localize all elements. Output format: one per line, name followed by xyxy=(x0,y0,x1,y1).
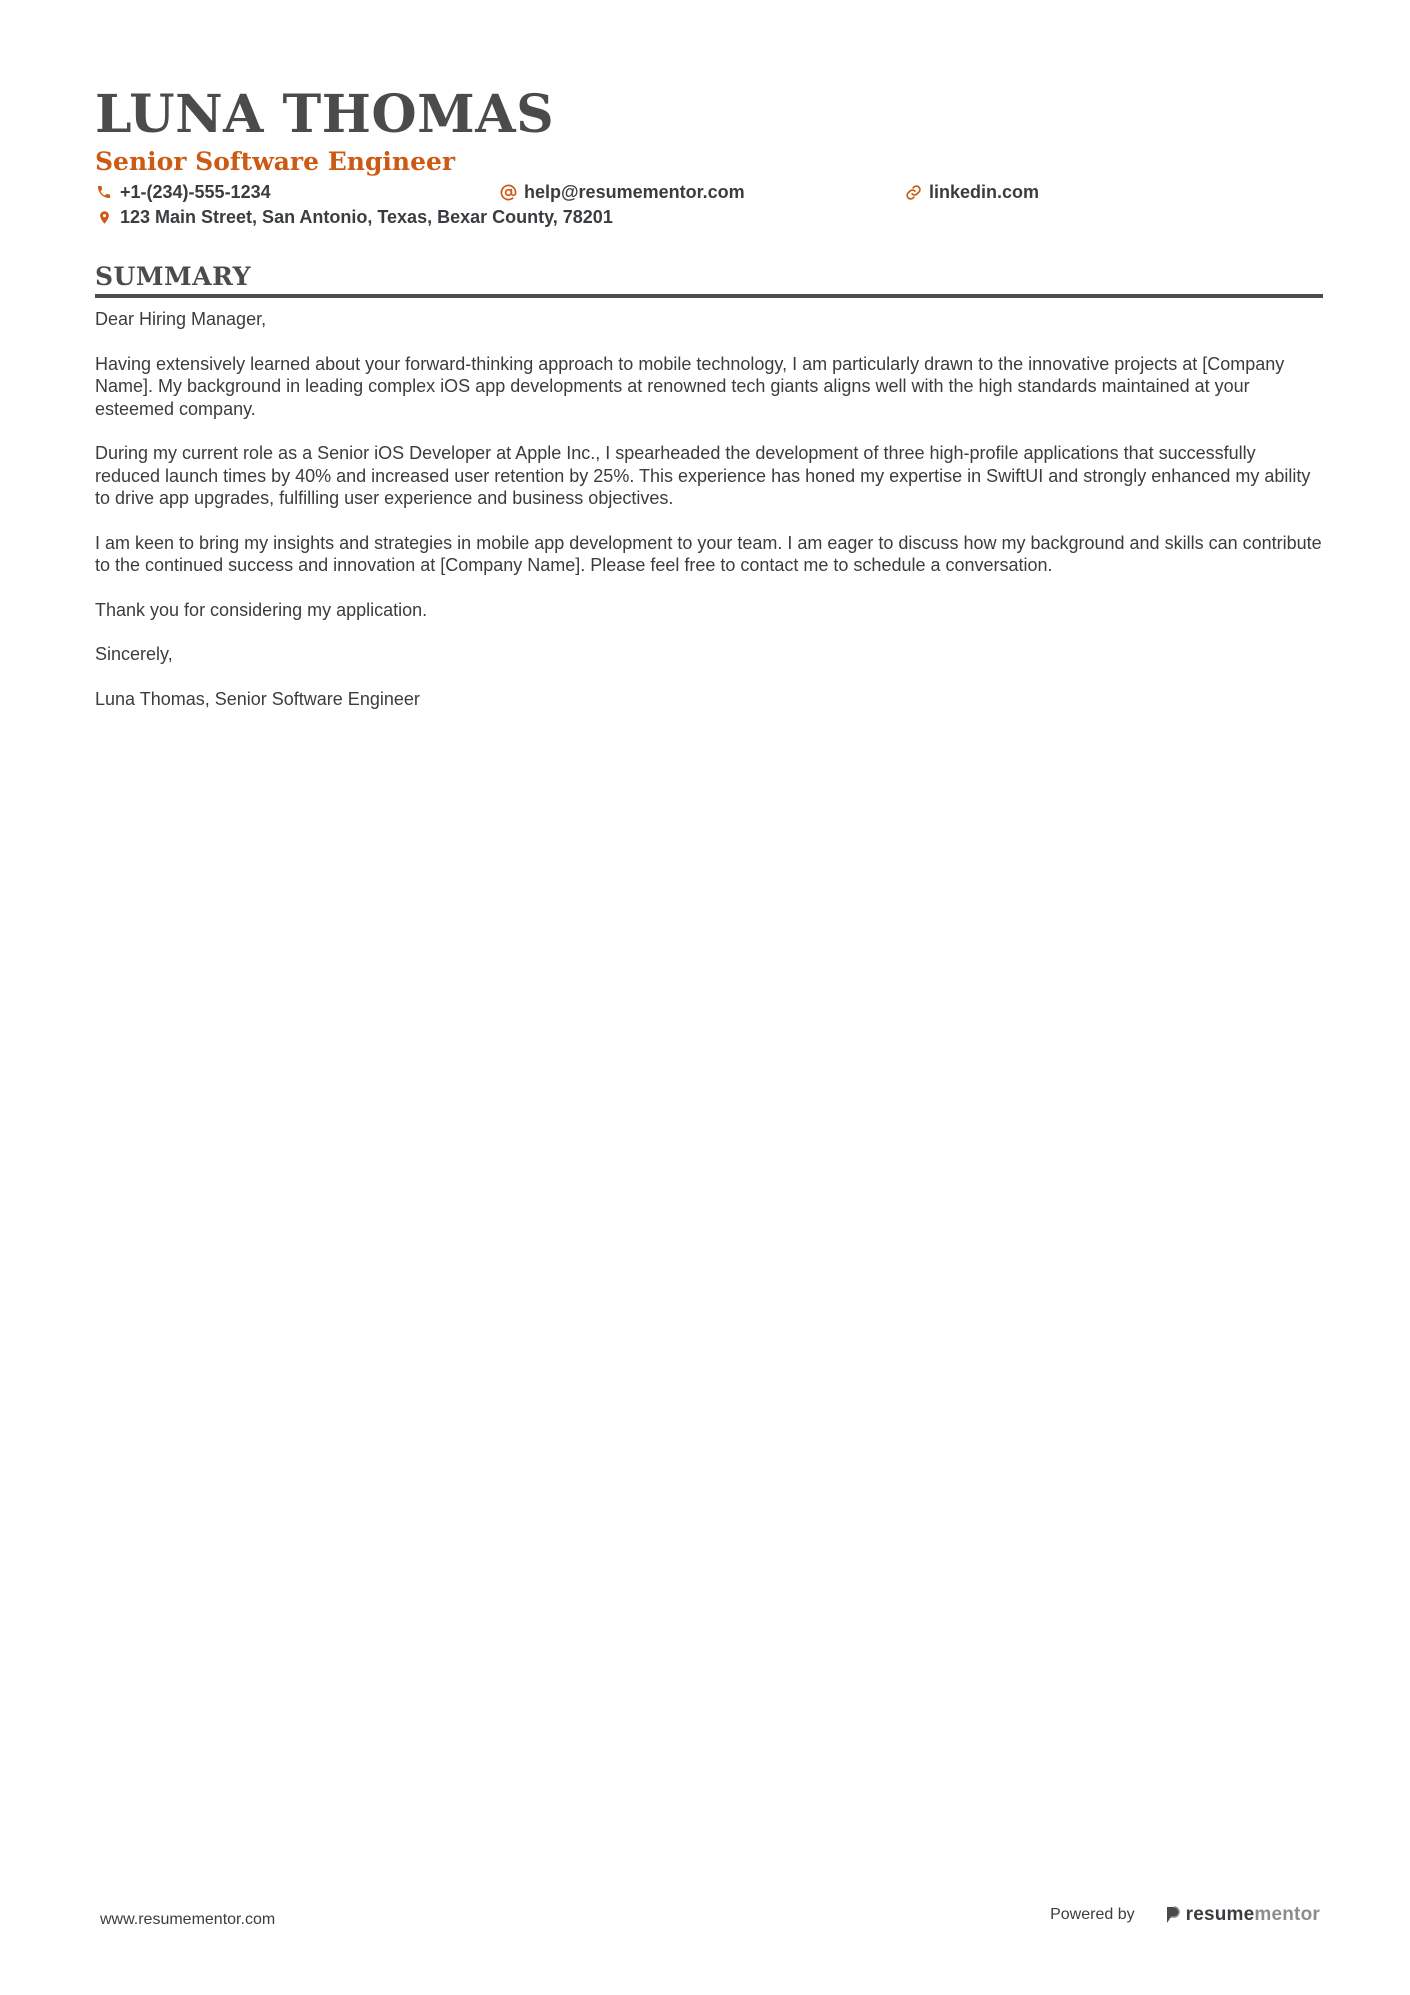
section-divider xyxy=(95,294,1323,298)
phone-icon xyxy=(95,183,113,201)
sign-off: Sincerely, xyxy=(95,644,173,664)
contact-email[interactable] xyxy=(499,180,745,204)
contact-phone[interactable] xyxy=(95,180,271,204)
footer-website-link[interactable]: www.resumementor.com xyxy=(100,1911,276,1928)
at-sign-icon xyxy=(499,183,517,201)
brand-logo-link[interactable] xyxy=(1165,1904,1320,1926)
email-text: help@resumementor.com xyxy=(524,182,745,202)
cover-letter-page xyxy=(95,84,1323,732)
address-text: 123 Main Street, San Antonio, Texas, Bexar County, 78201 xyxy=(120,207,613,227)
paragraph-experience: During my current role as a Senior iOS Developer at Apple Inc., I spearheaded the development of three high-profile applications that successfully reduced launch times by 40% and increased user retention by 25%. This experience has honed my expertise in SwiftUI and strongly enhanced my ability to drive app upgrades, fulfilling user experience and business objectives. xyxy=(95,443,1311,508)
letter-body xyxy=(95,308,1323,710)
footer-branding xyxy=(1050,1904,1320,1926)
powered-by-label: Powered by xyxy=(1050,1906,1135,1923)
paragraph-closing: I am keen to bring my insights and strategies in mobile app development to your team. I am eager to discuss how my background and skills can contribute to the continued success and innovation at [Company Name]. Please feel free to contact me to schedule a conversation. xyxy=(95,532,1322,575)
phone-text: +1-(234)-555-1234 xyxy=(120,182,271,202)
contact-info xyxy=(95,180,1323,230)
brand-name-part1: resume xyxy=(1185,1904,1255,1925)
salutation: Dear Hiring Manager, xyxy=(95,309,267,329)
contact-website[interactable] xyxy=(904,180,1039,204)
job-title: Senior Software Engineer xyxy=(95,147,456,176)
contact-address xyxy=(95,205,613,229)
paragraph-intro: Having extensively learned about your forward-thinking approach to mobile technology, I am particularly drawn to the innovative projects at [Company Name]. My background in leading complex iOS app developments at renowned tech giants aligns well with the high standards maintained at your esteemed company. xyxy=(95,353,1285,419)
resumementor-logo-icon xyxy=(1165,1905,1181,1925)
summary-heading: SUMMARY xyxy=(95,262,251,291)
link-icon xyxy=(904,183,922,201)
signature: Luna Thomas, Senior Software Engineer xyxy=(95,688,420,709)
candidate-name: LUNA THOMAS xyxy=(95,84,555,145)
thanks-line: Thank you for considering my application. xyxy=(95,599,428,620)
website-text: linkedin.com xyxy=(929,182,1040,202)
map-pin-icon xyxy=(95,208,113,226)
brand-name-part2: mentor xyxy=(1254,1904,1320,1925)
